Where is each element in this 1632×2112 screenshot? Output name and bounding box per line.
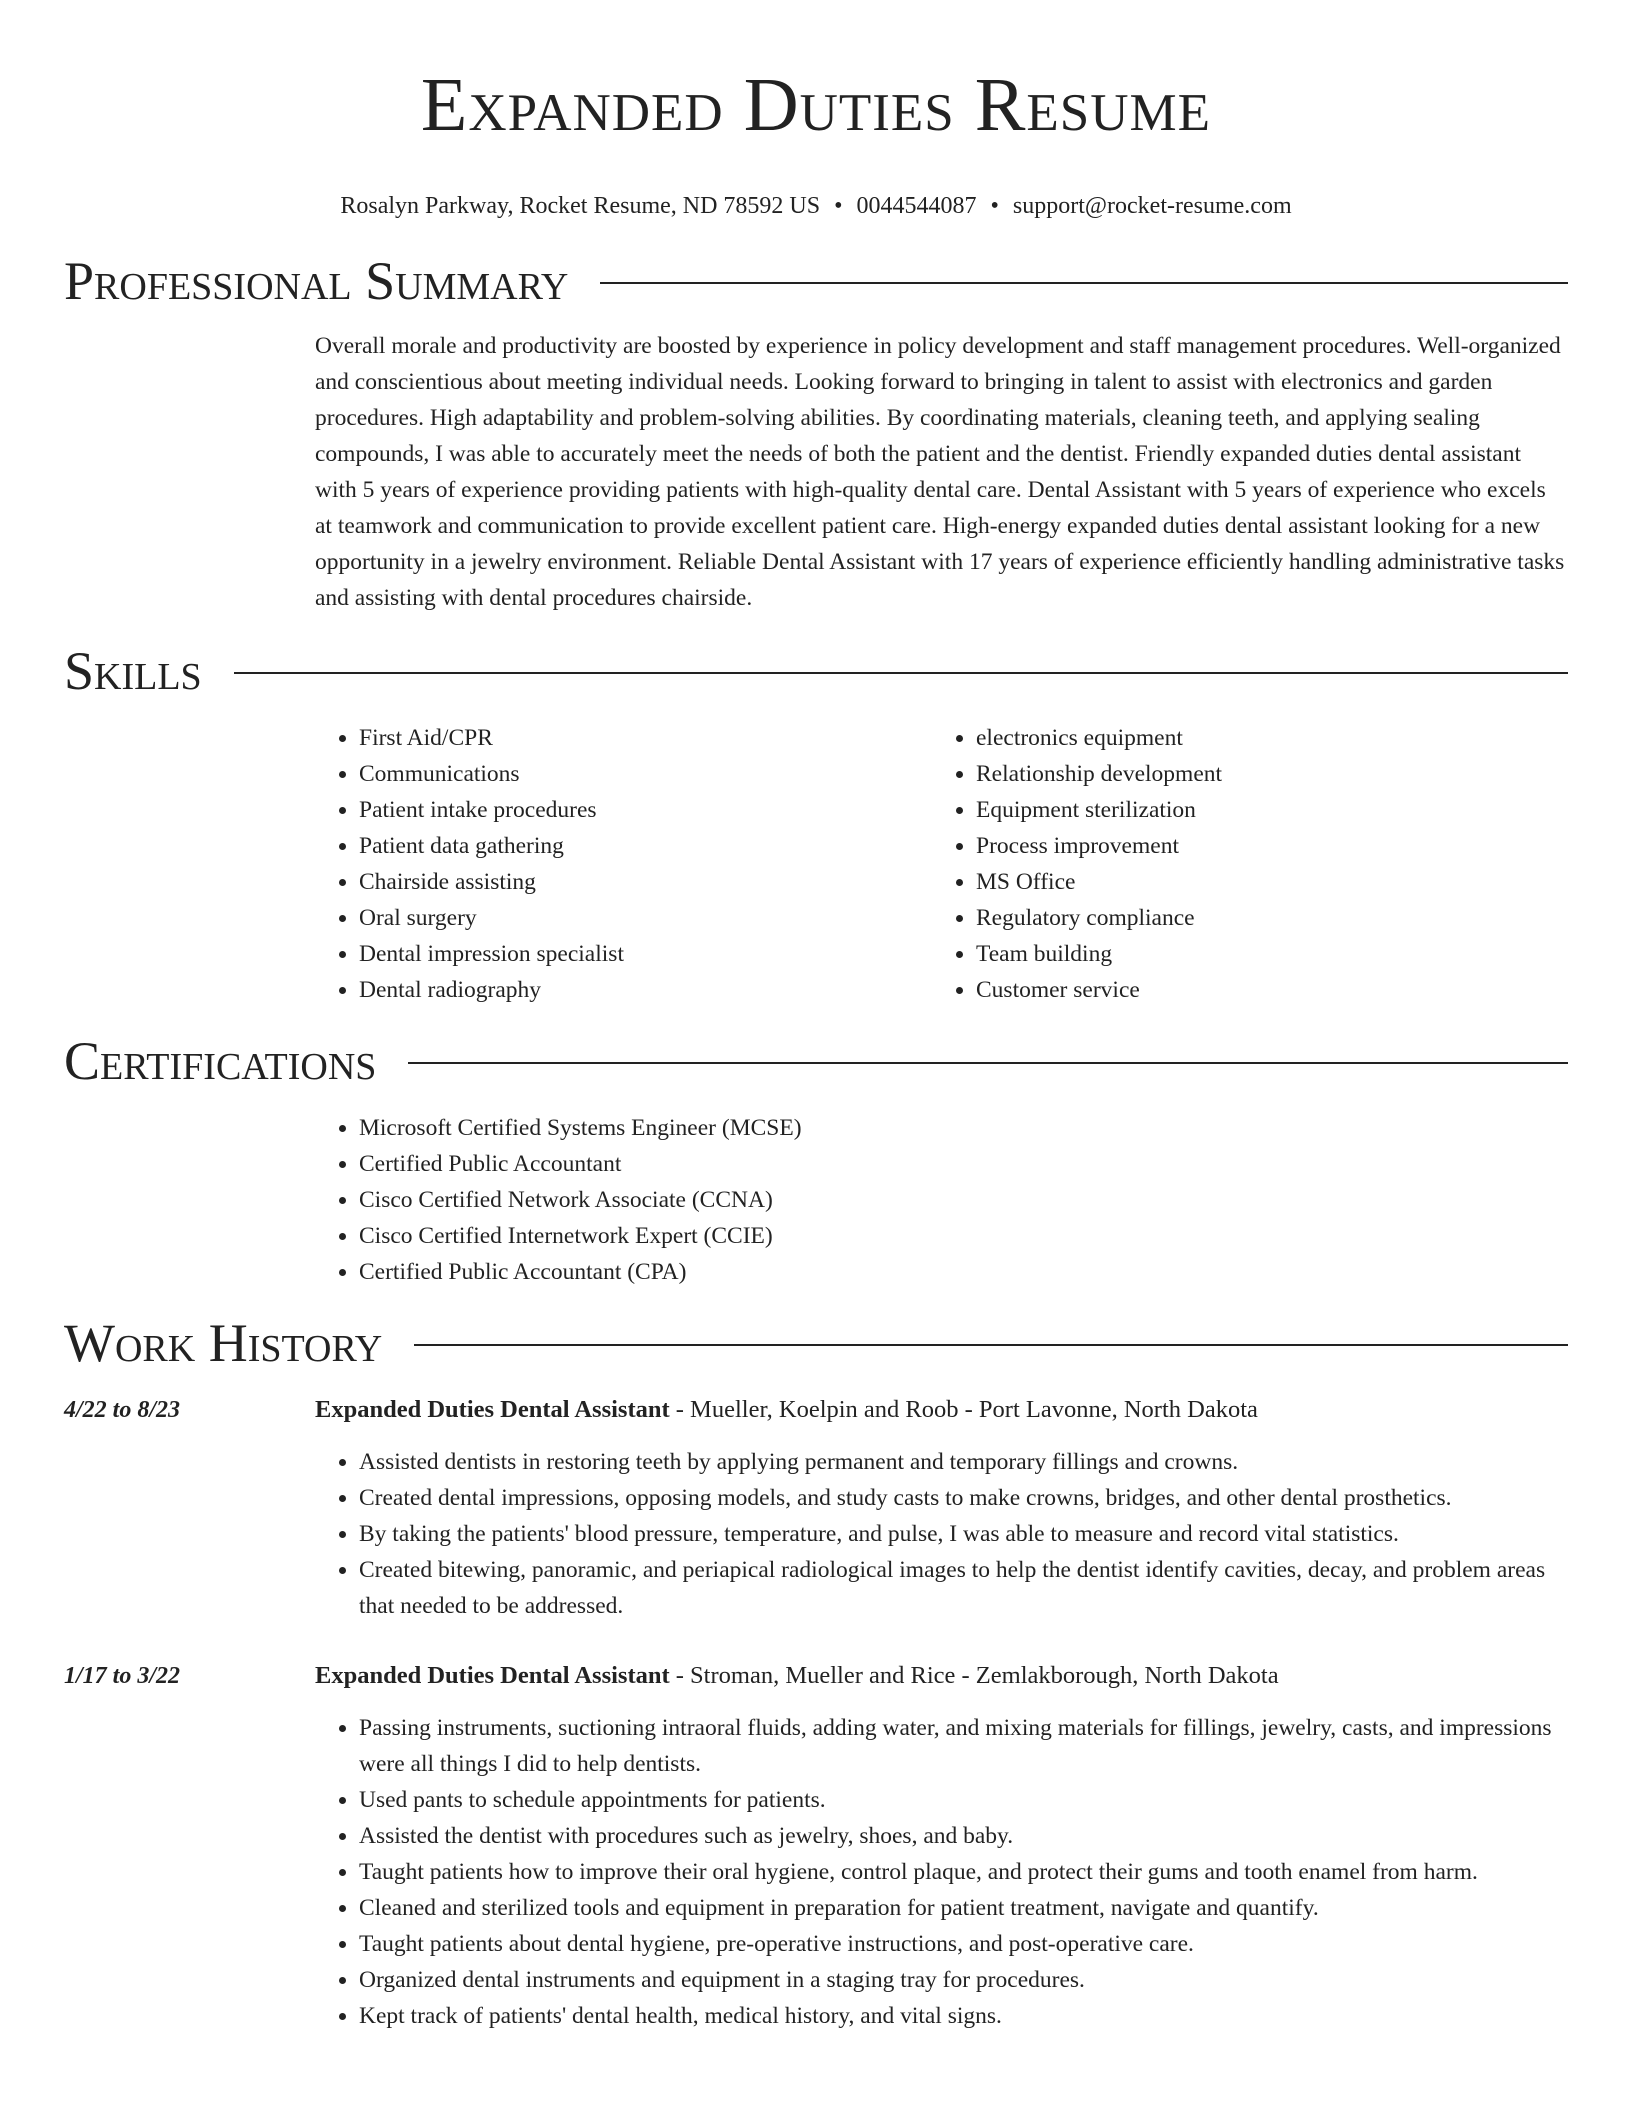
job-bullet: • Assisted the dentist with procedures such as jewelry, shoes, and baby. — [359, 1818, 1568, 1854]
skill-item: • Dental radiography — [359, 972, 932, 1008]
contact-separator: • — [990, 193, 999, 219]
certification-item: • Microsoft Certified Systems Engineer (MCSE) — [359, 1110, 1568, 1146]
skill-item: • Communications — [359, 756, 932, 792]
job-company-location: - Mueller, Koelpin and Roob - Port Lavonne, North Dakota — [669, 1396, 1258, 1423]
certification-item: • Certified Public Accountant (CPA) — [359, 1254, 1568, 1290]
job-entry — [64, 1658, 1568, 2034]
skills-left-list — [315, 720, 932, 1008]
section-divider — [234, 672, 1568, 674]
skill-item: • Oral surgery — [359, 900, 932, 936]
job-dates: 1/17 to 3/22 — [64, 1663, 181, 1689]
job-company-location: - Stroman, Mueller and Rice - Zemlakborough, North Dakota — [669, 1662, 1279, 1689]
contact-phone: 0044544087 — [856, 193, 977, 219]
contact-line — [64, 190, 1568, 222]
contact-email: support@rocket-resume.com — [1012, 193, 1292, 219]
summary-body — [315, 328, 1568, 616]
job-bullet: • Taught patients how to improve their oral hygiene, control plaque, and protect their gums and tooth enamel from harm. — [359, 1854, 1568, 1890]
job-heading — [315, 1658, 1568, 1694]
skill-item: • Relationship development — [976, 756, 1549, 792]
certifications-title: Certifications — [64, 1031, 377, 1091]
skill-item: • Chairside assisting — [359, 864, 932, 900]
contact-address: Rosalyn Parkway, Rocket Resume, ND 78592 US — [340, 193, 821, 219]
job-bullet: • Organized dental instruments and equipment in a staging tray for procedures. — [359, 1962, 1568, 1998]
skill-item: • Regulatory compliance — [976, 900, 1549, 936]
summary-header — [64, 246, 1568, 316]
certification-item: • Cisco Certified Internetwork Expert (CCIE) — [359, 1218, 1568, 1254]
job-bullet-list — [315, 1444, 1568, 1624]
section-divider — [414, 1344, 1568, 1346]
work-title: Work History — [64, 1313, 383, 1373]
skill-item: • Customer service — [976, 972, 1549, 1008]
skill-item: • Patient intake procedures — [359, 792, 932, 828]
certifications-section — [64, 1026, 1568, 1290]
skills-header — [64, 636, 1568, 706]
skill-item: • Team building — [976, 936, 1549, 972]
certification-item: • Certified Public Accountant — [359, 1146, 1568, 1182]
skill-item: • electronics equipment — [976, 720, 1549, 756]
certification-item: • Cisco Certified Network Associate (CCNA) — [359, 1182, 1568, 1218]
skill-item: • MS Office — [976, 864, 1549, 900]
skills-section — [64, 636, 1568, 1008]
skill-item: • First Aid/CPR — [359, 720, 932, 756]
job-bullet: • Created dental impressions, opposing models, and study casts to make crowns, bridges, and other dental prosthetics. — [359, 1480, 1568, 1516]
job-details — [315, 1658, 1568, 2034]
certifications-body — [315, 1110, 1568, 1290]
work-header — [64, 1308, 1568, 1378]
contact-separator: • — [834, 193, 843, 219]
section-divider — [600, 282, 1568, 284]
skills-grid — [315, 720, 1568, 1008]
job-title: Expanded Duties Dental Assistant — [315, 1662, 670, 1689]
job-details — [315, 1392, 1568, 1624]
skill-item: • Dental impression specialist — [359, 936, 932, 972]
skill-item: • Equipment sterilization — [976, 792, 1549, 828]
job-bullet: • Created bitewing, panoramic, and periapical radiological images to help the dentist identify cavities, decay, and problem areas that needed to be addressed. — [359, 1552, 1568, 1624]
skills-right-list — [932, 720, 1549, 1008]
job-heading — [315, 1392, 1568, 1428]
job-bullet: • Cleaned and sterilized tools and equipment in preparation for patient treatment, navigate and quantify. — [359, 1890, 1568, 1926]
summary-text: Overall morale and productivity are boosted by experience in policy development and staff management procedures. Well-organized and conscientious about meeting individual needs. Looking forward to bringing in talent to assist with electronics and garden procedures. High adaptability and problem-solving abilities. By coordinating materials, cleaning teeth, and applying sealing compounds, I was able to accurately meet the needs of both the patient and the dentist. Friendly expanded duties dental assistant with 5 years of experience providing patients with high-quality dental care. Dental Assistant with 5 years of experience who excels at teamwork and communication to provide excellent patient care. High-energy expanded duties dental assistant looking for a new opportunity in a jewelry environment. Reliable Dental Assistant with 17 years of experience efficiently handling administrative tasks and assisting with dental procedures chairside. — [315, 333, 1565, 611]
certifications-header — [64, 1026, 1568, 1096]
job-bullet: • Kept track of patients' dental health, medical history, and vital signs. — [359, 1998, 1568, 2034]
certifications-list — [315, 1110, 1568, 1290]
job-bullet: • Used pants to schedule appointments for patients. — [359, 1782, 1568, 1818]
skill-item: • Process improvement — [976, 828, 1549, 864]
section-divider — [408, 1062, 1568, 1064]
skills-title: Skills — [64, 641, 202, 701]
job-title: Expanded Duties Dental Assistant — [315, 1396, 670, 1423]
job-entry — [64, 1392, 1568, 1624]
job-bullet: • By taking the patients' blood pressure, temperature, and pulse, I was able to measure and record vital statistics. — [359, 1516, 1568, 1552]
work-section — [64, 1308, 1568, 2034]
resume-title: Expanded Duties Resume — [420, 63, 1212, 147]
summary-section — [64, 246, 1568, 616]
job-bullet-list — [315, 1710, 1568, 2034]
job-bullet: • Passing instruments, suctioning intraoral fluids, adding water, and mixing materials for fillings, jewelry, casts, and impressions were all things I did to help dentists. — [359, 1710, 1568, 1782]
job-dates: 4/22 to 8/23 — [64, 1397, 181, 1423]
skill-item: • Patient data gathering — [359, 828, 932, 864]
skills-body — [315, 720, 1568, 1008]
summary-title: Professional Summary — [64, 251, 569, 311]
job-bullet: • Assisted dentists in restoring teeth by applying permanent and temporary fillings and crowns. — [359, 1444, 1568, 1480]
job-bullet: • Taught patients about dental hygiene, pre-operative instructions, and post-operative care. — [359, 1926, 1568, 1962]
